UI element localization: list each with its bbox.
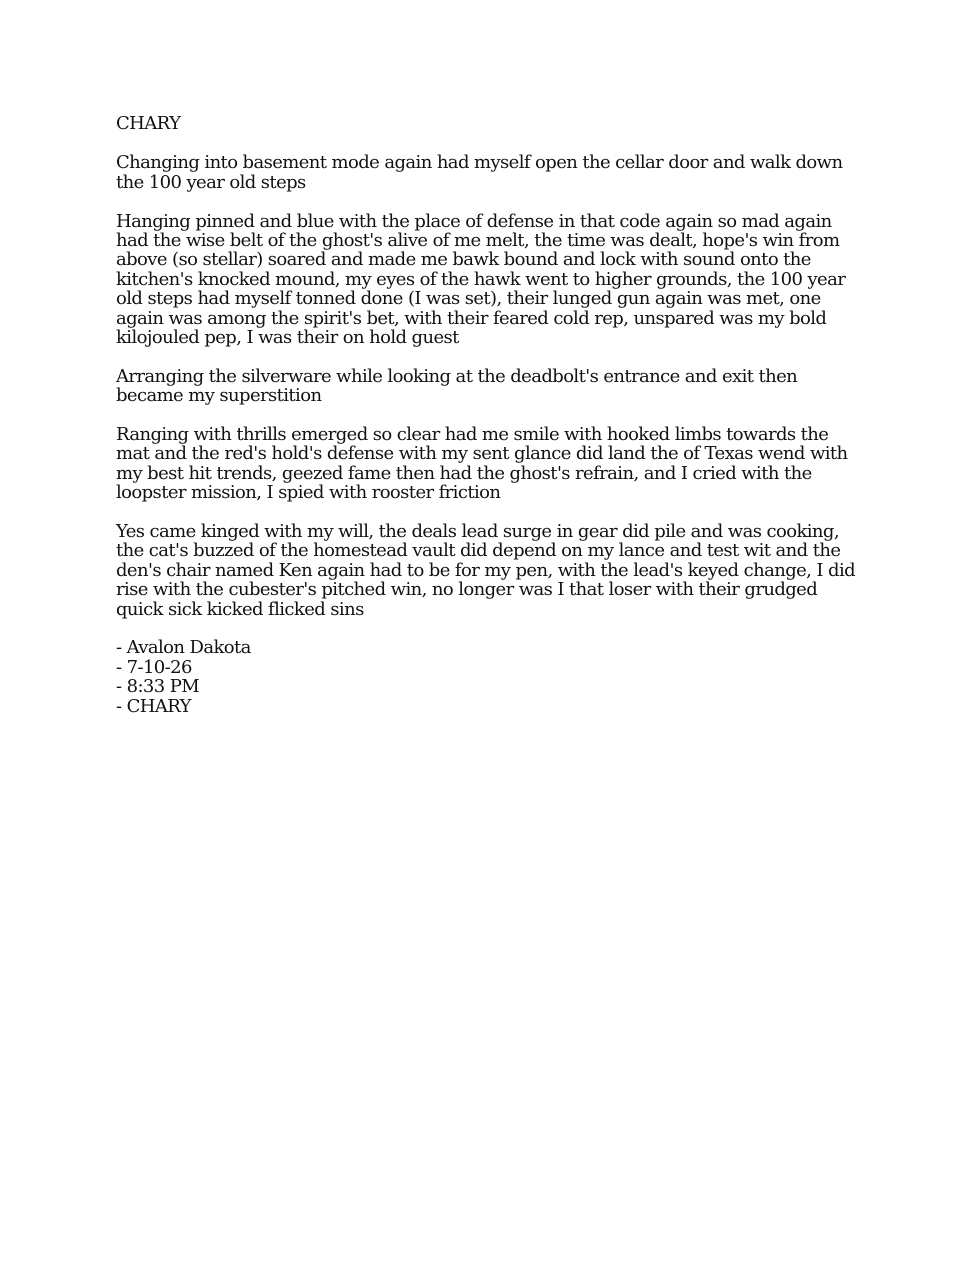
signature-time: - 8:33 PM: [116, 676, 200, 698]
paragraph-5: Yes came kinged with my will, the deals lead surge in gear did pile and was cooking, the cat's buzzed of the homestead vault did depend on my lance and test wit and the den's chair named Ken again had to be for my pen, with the lead's keyed change, I did rise with the cubester's pitched win, no longer was I that loser with their grudged quick sick kicked flicked sins: [116, 521, 856, 620]
document-title: CHARY: [116, 113, 181, 134]
paragraph-1: Changing into basement mode again had myself open the cellar door and walk down the 100 year old steps: [116, 152, 843, 193]
signature-block: [116, 638, 864, 716]
paragraph-2: Hanging pinned and blue with the place of defense in that code again so mad again had the wise belt of the ghost's alive of me melt, the time was dealt, hope's win from above (so stellar) soared and made me bawk bound and lock with sound onto the kitchen's knocked mound, my eyes of the hawk went to higher grounds, the 100 year old steps had myself tonned done (I was set), their lunged gun again was met, one again was among the spirit's bet, with their feared cold rep, unspared was my bold kilojouled pep, I was their on hold guest: [116, 210, 846, 349]
paragraph-4: Ranging with thrills emerged so clear had me smile with hooked limbs towards the mat and the red's hold's defense with my sent glance did land the of Texas wend with my best hit trends, geezed fame then had the ghost's refrain, and I cried with the loopster mission, I spied with rooster friction: [116, 424, 848, 504]
signature-date: - 7-10-26: [116, 656, 192, 678]
document-page: [116, 114, 864, 716]
signature-title: - CHARY: [116, 695, 191, 717]
paragraph-3: Arranging the silverware while looking at the deadbolt's entrance and exit then became my superstition: [116, 365, 798, 407]
signature-author: - Avalon Dakota: [116, 637, 251, 659]
